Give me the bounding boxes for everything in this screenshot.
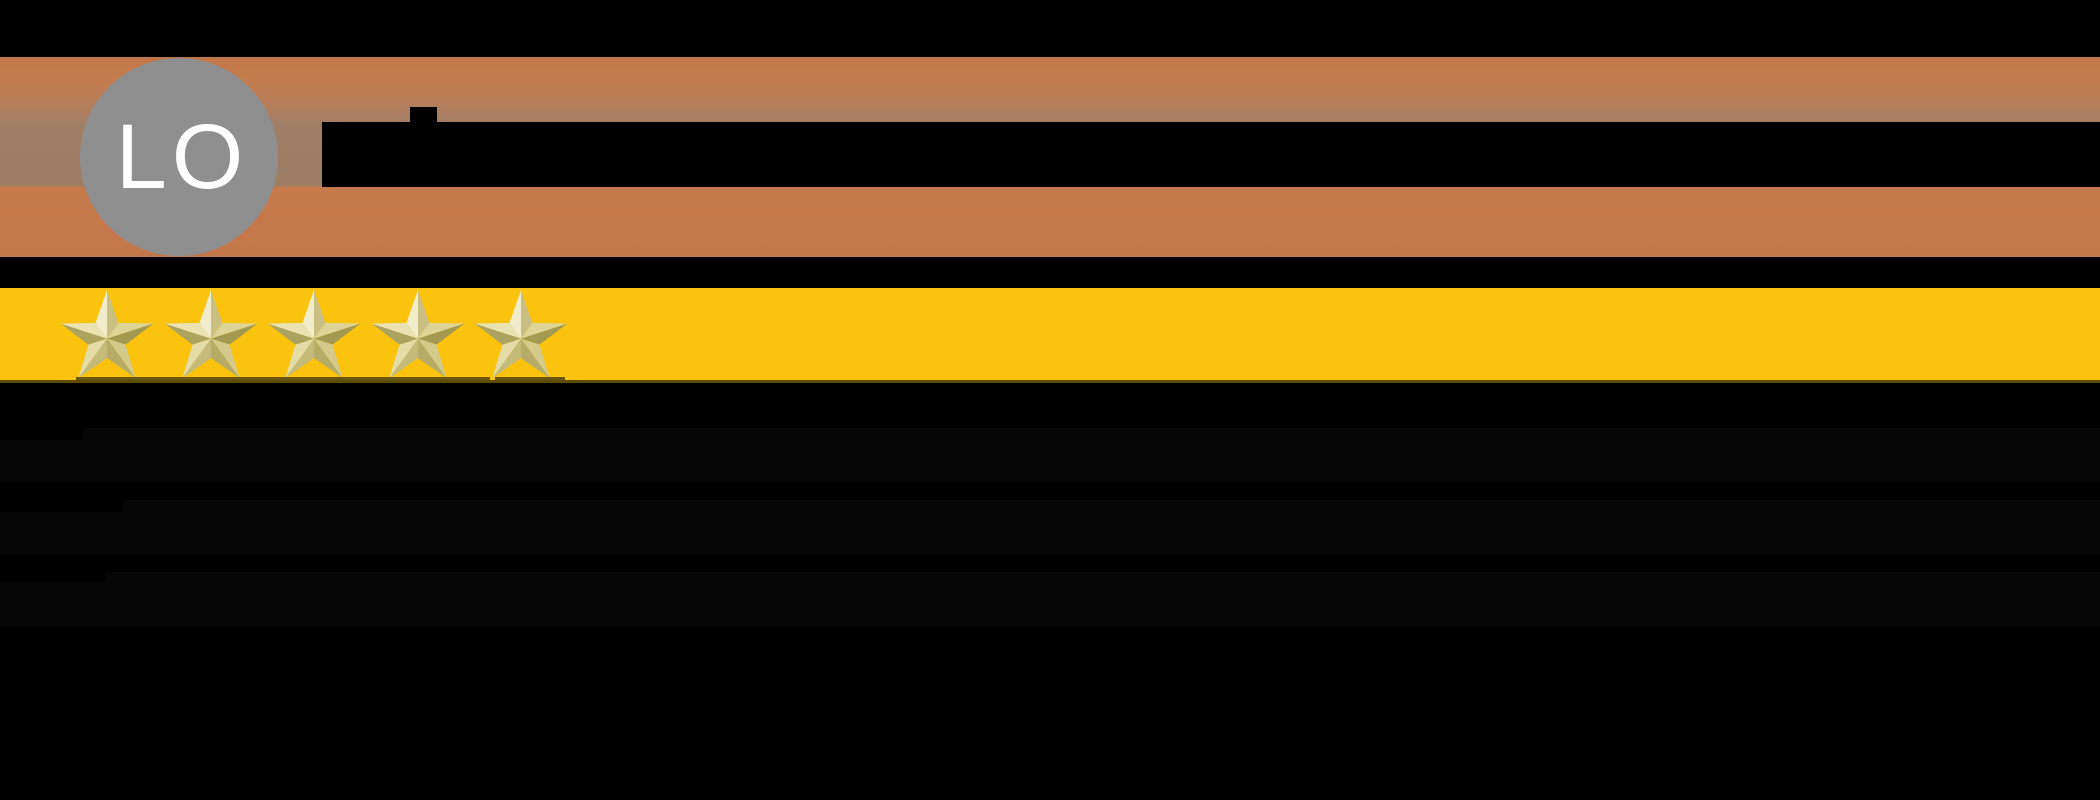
- star-icon: [161, 288, 261, 380]
- star-icon: [471, 288, 571, 380]
- review-text-line-redacted: [0, 500, 2100, 555]
- avatar[interactable]: [80, 58, 278, 256]
- star-shadow-line: [495, 377, 565, 380]
- star-shadow-line: [76, 377, 490, 380]
- top-header-bar: [0, 0, 2100, 57]
- review-row-notch: [0, 572, 105, 582]
- business-name-redacted-bar: [322, 122, 2100, 187]
- star-icon: [368, 288, 468, 380]
- review-row-notch: [0, 500, 123, 512]
- rating-band: [0, 288, 2100, 383]
- cover-photo-banner: [0, 57, 2100, 257]
- banner-rating-separator: [0, 257, 2100, 288]
- star-icon: [57, 288, 157, 380]
- review-text-line-redacted: [0, 428, 2100, 482]
- star-icon: [264, 288, 364, 380]
- review-row-notch: [0, 428, 83, 440]
- review-text-line-redacted: [0, 572, 2100, 627]
- avatar-initials: LO: [115, 106, 249, 208]
